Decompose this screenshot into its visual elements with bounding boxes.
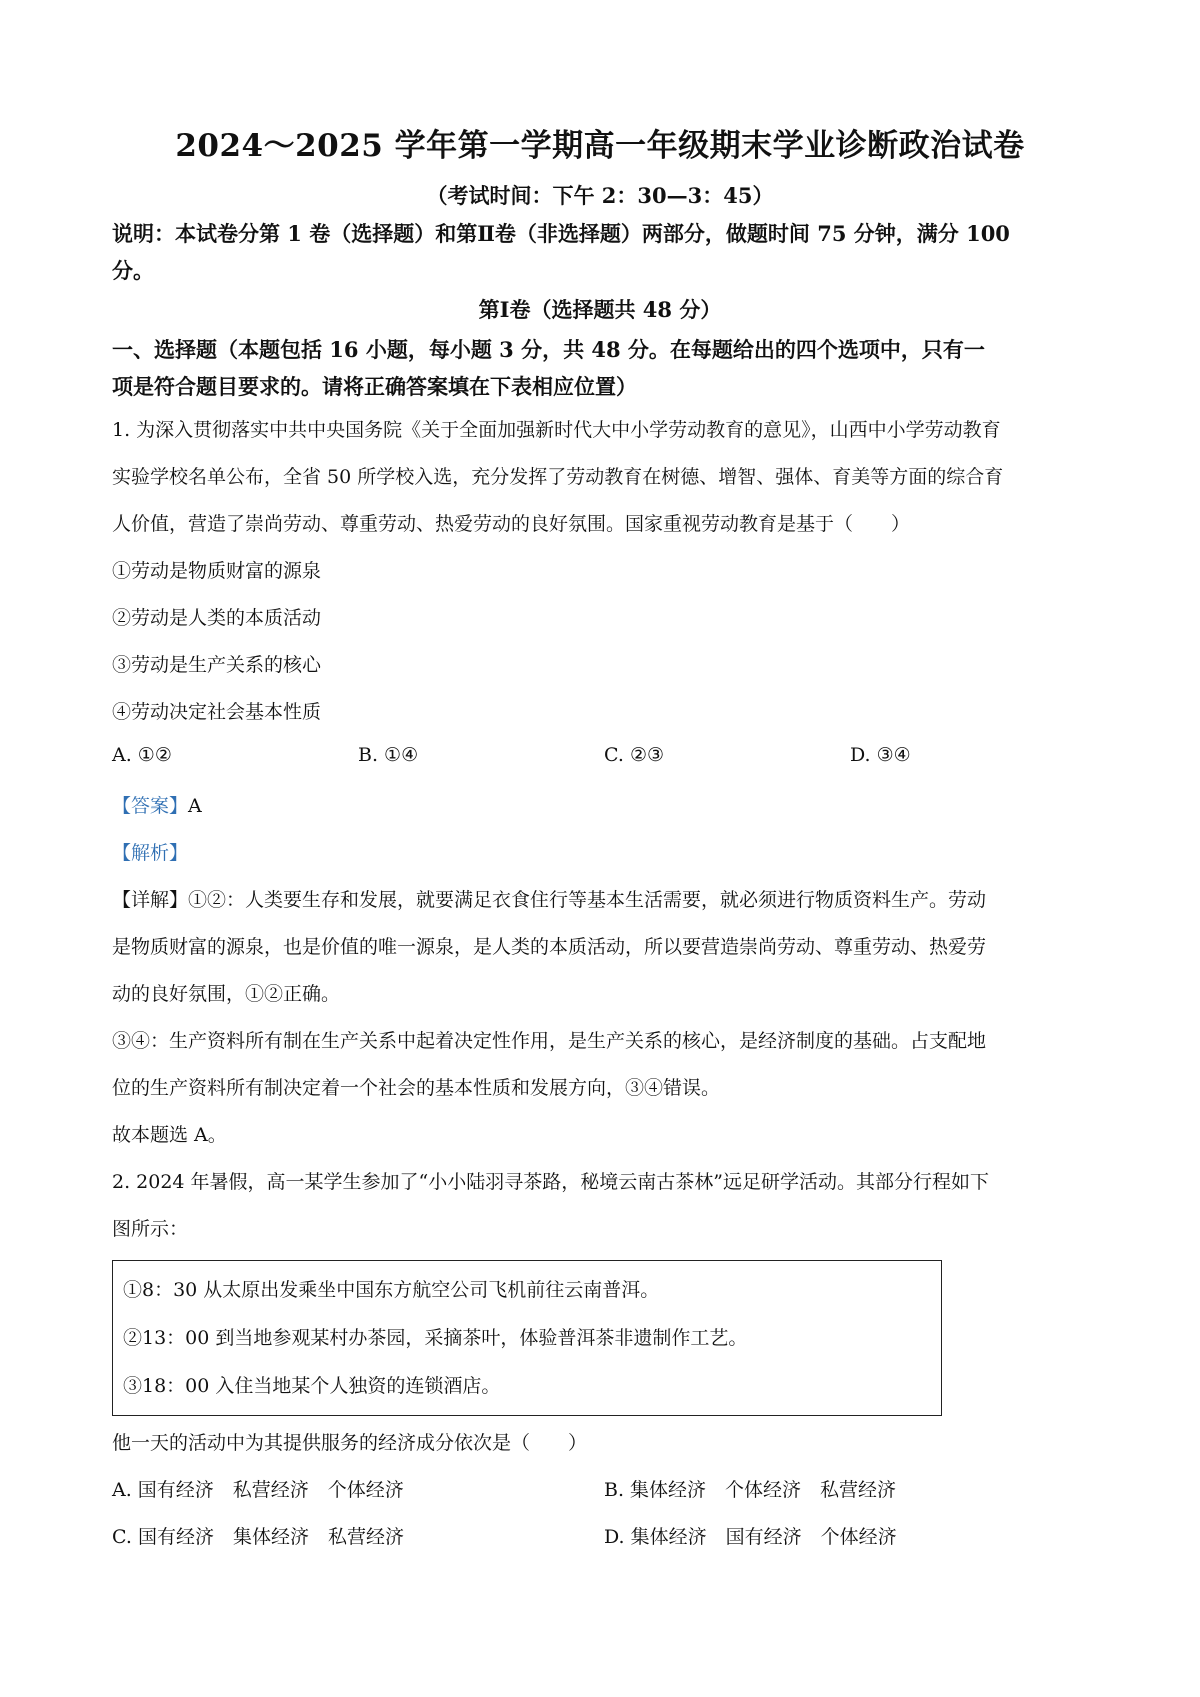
q1-stem-line-2: 实验学校名单公布，全省 50 所学校入选，充分发挥了劳动教育在树德、增智、强体、育美等方面的综合育: [112, 466, 1004, 488]
section-instruction-line-2: 项是符合题目要求的。请将正确答案填在下表相应位置）: [112, 374, 637, 399]
q2-stem-line-1: 2. 2024 年暑假，高一某学生参加了“小小陆羽寻茶路，秘境云南古茶林”远足研学活动。其部分行程如下: [112, 1171, 989, 1193]
q1-option-b: B. ①④: [358, 744, 419, 766]
q1-item: ④劳动决定社会基本性质: [112, 701, 322, 723]
q2-option-b: B. 集体经济 个体经济 私营经济: [604, 1479, 897, 1501]
q1-detail-line-3: 动的良好氛围，①②正确。: [112, 983, 341, 1005]
q1-item: ③劳动是生产关系的核心: [112, 654, 322, 676]
answer-tag: 【答案】: [112, 795, 189, 817]
q1-stem-line-1: 1. 为深入贯彻落实中共中央国务院《关于全面加强新时代大中小学劳动教育的意见》，山西中小学劳动教育: [112, 419, 1001, 441]
exam-title: 2024～2025 学年第一学期高一年级期末学业诊断政治试卷: [175, 128, 1025, 164]
q1-option-a: A. ①②: [112, 744, 172, 766]
q1-stem-line-3: 人价值，营造了崇尚劳动、尊重劳动、热爱劳动的良好氛围。国家重视劳动教育是基于（ ）: [112, 513, 911, 535]
itinerary-item: ①8：30 从太原出发乘坐中国东方航空公司飞机前往云南普洱。: [123, 1279, 660, 1301]
itinerary-item: ②13：00 到当地参观某村办茶园，采摘茶叶，体验普洱茶非遗制作工艺。: [123, 1327, 748, 1349]
q1-option-d: D. ③④: [850, 744, 911, 766]
q2-question: 他一天的活动中为其提供服务的经济成分依次是（ ）: [112, 1432, 588, 1454]
answer-value: A: [188, 795, 202, 817]
exam-note-line-1: 说明：本试卷分第 1 卷（选择题）和第Ⅱ卷（非选择题）两部分，做题时间 75 分钟，满分 100: [112, 221, 1010, 246]
q2-option-d: D. 集体经济 国有经济 个体经济: [604, 1526, 897, 1548]
itinerary-box: [112, 1260, 942, 1416]
q1-option-c: C. ②③: [604, 744, 665, 766]
q1-detail-line-2: 是物质财富的源泉，也是价值的唯一源泉，是人类的本质活动，所以要营造崇尚劳动、尊重劳动、热爱劳: [112, 936, 987, 958]
q1-item: ①劳动是物质财富的源泉: [112, 560, 322, 582]
part-title: 第Ⅰ卷（选择题共 48 分）: [478, 297, 722, 322]
q1-detail-line-5: 位的生产资料所有制决定着一个社会的基本性质和发展方向，③④错误。: [112, 1077, 721, 1099]
q2-stem-line-2: 图所示：: [112, 1218, 189, 1240]
exam-time: （考试时间：下午 2：30—3：45）: [426, 183, 774, 208]
itinerary-item: ③18：00 入住当地某个人独资的连锁酒店。: [123, 1375, 501, 1397]
q1-answer: [112, 791, 202, 818]
analysis-tag: 【解析】: [112, 842, 189, 864]
q1-conclusion: 故本题选 A。: [112, 1124, 227, 1146]
section-instruction-line-1: 一、选择题（本题包括 16 小题，每小题 3 分，共 48 分。在每题给出的四个选项中，只有一: [112, 337, 985, 362]
q2-option-a: A. 国有经济 私营经济 个体经济: [112, 1479, 404, 1501]
q1-detail-line-4: ③④：生产资料所有制在生产关系中起着决定性作用，是生产关系的核心，是经济制度的基础。占支配地: [112, 1030, 987, 1052]
q1-item: ②劳动是人类的本质活动: [112, 607, 322, 629]
q2-option-c: C. 国有经济 集体经济 私营经济: [112, 1526, 404, 1548]
exam-note-line-2: 分。: [112, 258, 154, 283]
q1-detail-line-1: 【详解】①②：人类要生存和发展，就要满足衣食住行等基本生活需要，就必须进行物质资料生产。劳动: [112, 889, 987, 911]
